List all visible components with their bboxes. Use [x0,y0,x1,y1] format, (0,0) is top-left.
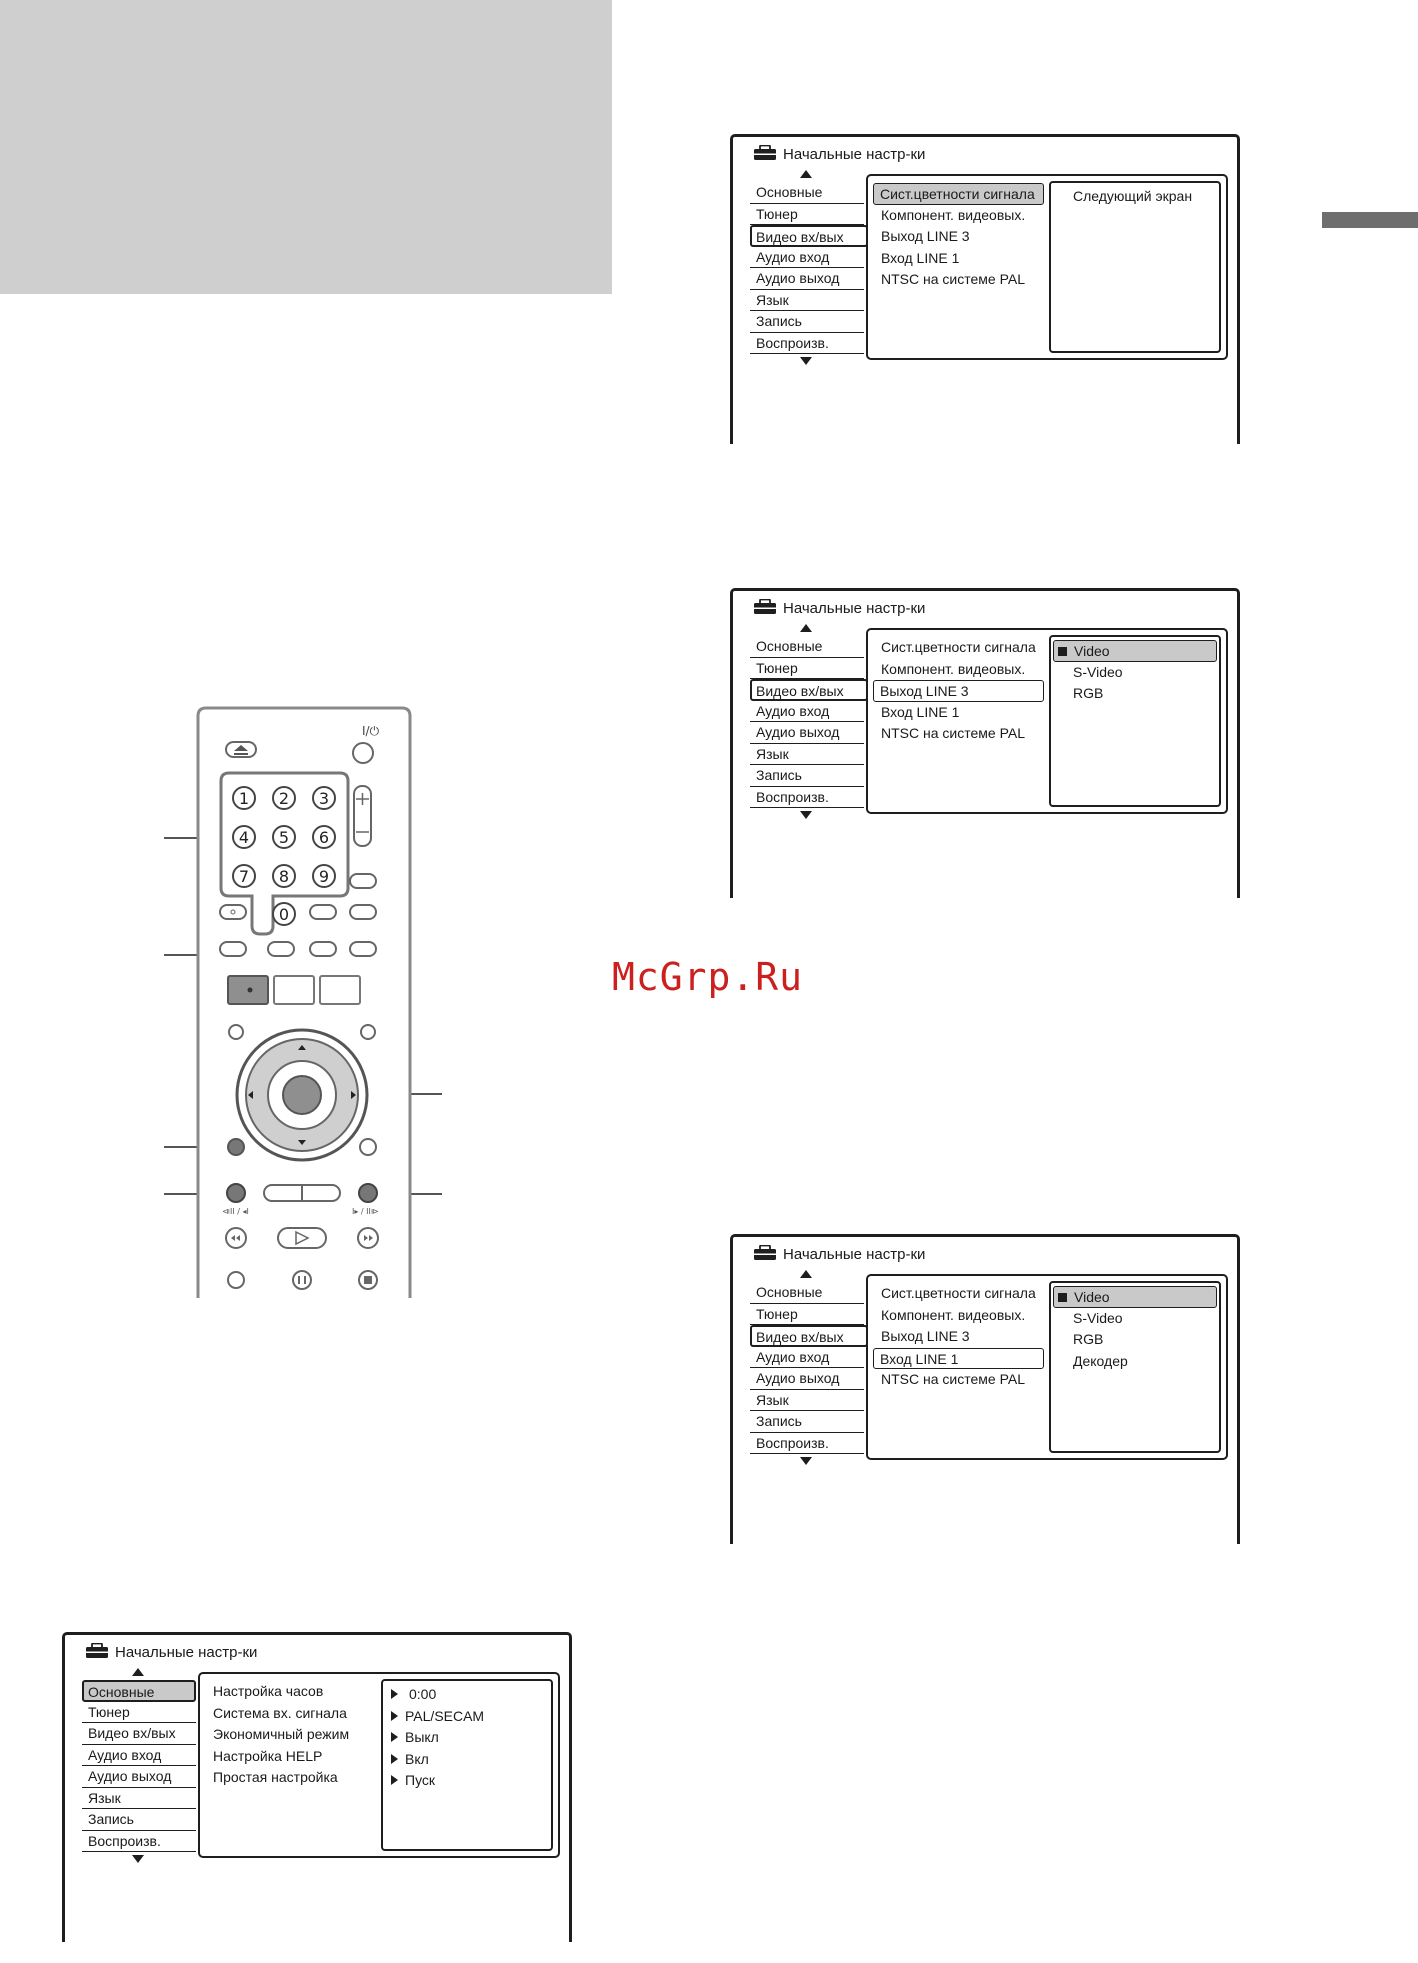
digit-4-button[interactable] [233,826,255,848]
menu-item-audio-in[interactable]: Аудио вход [750,701,864,723]
digit-4-label: 4 [238,828,250,847]
record-button[interactable] [228,1272,244,1288]
power-label: I/⏻ [362,724,380,738]
digit-8-label: 8 [278,867,290,886]
options-panel [198,1672,560,1858]
digit-2-label: 2 [278,789,290,808]
digit-5-button[interactable] [273,826,295,848]
digit-0-button[interactable] [273,903,295,925]
value-video[interactable]: Video [1053,1286,1217,1308]
menu-item-audio-in[interactable]: Аудио вход [82,1745,196,1767]
pause-button[interactable] [293,1271,311,1289]
options-panel [866,174,1228,360]
screen-title: Начальные настр-ки [753,1245,925,1263]
setup-menu [82,1680,196,1852]
option-color-system[interactable]: Сист.цветности сигнала [881,1285,1036,1301]
menu-item-basic[interactable]: Основные [750,1282,864,1304]
value-eco-mode[interactable]: Выкл [385,1727,549,1749]
value-clock[interactable]: 0:00 [385,1684,549,1706]
scroll-down-icon[interactable] [800,357,812,365]
options-list [873,637,1044,745]
options-list [873,183,1044,291]
digit-7-button[interactable] [233,865,255,887]
power-button[interactable] [353,743,373,763]
menu-item-audio-out[interactable]: Аудио выход [750,1368,864,1390]
skip-back-label: ⧏II / ◂I [222,1207,249,1216]
menu-item-video-io[interactable]: Видео вх/вых [82,1723,196,1745]
digit-8-button[interactable] [273,865,295,887]
toolbox-icon [753,145,777,161]
value-help[interactable]: Вкл [385,1749,549,1771]
setup-screen-1 [730,134,1240,444]
skip-back-button[interactable] [227,1184,245,1202]
skip-forward-button[interactable] [359,1184,377,1202]
toolbox-icon [753,1245,777,1261]
rect-button[interactable] [274,976,314,1004]
arrow-right-icon [391,1732,398,1742]
menu-item-record[interactable]: Запись [750,311,864,333]
menu-item-playback[interactable]: Воспроизв. [750,1433,864,1455]
toolbox-icon [85,1643,109,1659]
menu-item-basic[interactable]: Основные [750,182,864,204]
value-rgb[interactable]: RGB [1073,685,1104,701]
values-list [385,1684,549,1792]
option-line3-out[interactable]: Выход LINE 3 [873,680,1044,702]
small-button[interactable] [268,942,294,956]
value-easy-setup[interactable]: Пуск [385,1770,549,1792]
options-panel [866,1274,1228,1460]
menu-item-audio-in[interactable]: Аудио вход [750,247,864,269]
scroll-down-icon[interactable] [800,811,812,819]
option-input-system[interactable]: Система вх. сигнала [213,1704,347,1721]
small-button[interactable] [220,942,246,956]
option-easy-setup[interactable]: Простая настройка [213,1769,338,1785]
menu-item-video-io[interactable]: Видео вх/вых [750,679,868,701]
option-component-out[interactable]: Компонент. видеовых. [881,206,1026,223]
setup-screen-2 [730,588,1240,898]
option-component-out[interactable]: Компонент. видеовых. [881,660,1026,677]
menu-item-video-io[interactable]: Видео вх/вых [750,225,868,247]
menu-item-tuner[interactable]: Тюнер [82,1702,196,1724]
return-button[interactable] [228,1139,244,1155]
menu-item-basic[interactable]: Основные [82,1680,196,1702]
screen-title: Начальные настр-ки [753,599,925,617]
value-next-screen[interactable]: Следующий экран [1073,188,1193,204]
setup-menu [750,1282,864,1454]
scroll-up-icon[interactable] [800,170,812,178]
option-color-system[interactable]: Сист.цветности сигнала [873,183,1044,205]
menu-item-record[interactable]: Запись [750,765,864,787]
option-component-out[interactable]: Компонент. видеовых. [881,1306,1026,1323]
menu-item-language[interactable]: Язык [750,744,864,766]
scroll-up-icon[interactable] [800,1270,812,1278]
rect-button[interactable] [320,976,360,1004]
play-button[interactable] [278,1228,326,1248]
menu-item-audio-out[interactable]: Аудио выход [82,1766,196,1788]
menu-item-tuner[interactable]: Тюнер [750,658,864,680]
values-panel [1049,635,1221,807]
menu-item-tuner[interactable]: Тюнер [750,1304,864,1326]
remote-control [196,706,412,1298]
value-decoder[interactable]: Декодер [1073,1352,1128,1369]
small-button[interactable] [350,905,376,919]
option-color-system[interactable]: Сист.цветности сигнала [881,639,1036,655]
menu-item-playback[interactable]: Воспроизв. [750,333,864,355]
option-ntsc-on-pal[interactable]: NTSC на системе PAL [881,725,1025,741]
digit-5-label: 5 [278,828,290,847]
small-circle-button[interactable] [360,1139,376,1155]
callout-dot [248,988,253,993]
menu-item-tuner[interactable]: Тюнер [750,204,864,226]
screen-title: Начальные настр-ки [753,145,925,163]
menu-item-record[interactable]: Запись [82,1809,196,1831]
header-gray-block [0,0,612,294]
digit-6-button[interactable] [313,826,335,848]
digit-3-button[interactable] [313,787,335,809]
values-list [1053,640,1217,705]
section-tab-marker [1322,212,1418,228]
values-panel [381,1679,553,1851]
option-line1-in[interactable]: Вход LINE 1 [881,703,960,720]
option-ntsc-on-pal[interactable]: NTSC на системе PAL [881,271,1025,287]
options-panel [866,628,1228,814]
menu-item-language[interactable]: Язык [750,290,864,312]
small-circle-button[interactable] [361,1025,375,1039]
small-button[interactable] [310,905,336,919]
remote-body-svg [196,706,412,1298]
digit-3-label: 3 [318,789,330,808]
small-button[interactable] [350,874,376,888]
option-clock-setting[interactable]: Настройка часов [213,1683,324,1699]
selected-square-icon [1058,647,1067,656]
digit-2-button[interactable] [273,787,295,809]
menu-item-record[interactable]: Запись [750,1411,864,1433]
values-list [1053,1286,1217,1372]
setup-menu [750,182,864,354]
menu-item-basic[interactable]: Основные [750,636,864,658]
setup-screen-3 [730,1234,1240,1544]
digit-9-label: 9 [318,867,330,886]
menu-item-video-io[interactable]: Видео вх/вых [750,1325,868,1347]
menu-item-playback[interactable]: Воспроизв. [82,1831,196,1853]
value-video[interactable]: Video [1053,640,1217,662]
small-circle-button[interactable] [229,1025,243,1039]
option-line1-in[interactable]: Вход LINE 1 [873,1348,1044,1370]
option-eco-mode[interactable]: Экономичный режим [213,1726,350,1742]
arrow-right-icon [391,1775,398,1785]
value-rgb[interactable]: RGB [1073,1331,1104,1347]
arrow-right-icon [391,1689,398,1699]
menu-item-audio-out[interactable]: Аудио выход [750,268,864,290]
option-help-setting[interactable]: Настройка HELP [213,1747,323,1764]
options-list [205,1681,349,1789]
screen-title: Начальные настр-ки [85,1643,257,1661]
toolbox-icon [753,599,777,615]
menu-item-language[interactable]: Язык [750,1390,864,1412]
menu-item-audio-in[interactable]: Аудио вход [750,1347,864,1369]
menu-item-audio-out[interactable]: Аудио выход [750,722,864,744]
option-ntsc-on-pal[interactable]: NTSC на системе PAL [881,1371,1025,1387]
values-panel [1049,181,1221,353]
values-list [1053,186,1217,208]
scroll-down-icon[interactable] [800,1457,812,1465]
options-list [873,1283,1044,1391]
skip-forward-label: I▸ / II⧐ [352,1207,379,1216]
option-line1-in[interactable]: Вход LINE 1 [881,249,960,266]
value-input-system[interactable]: PAL/SECAM [385,1706,549,1728]
value-s-video[interactable]: S-Video [1073,1309,1123,1326]
selected-square-icon [1058,1293,1067,1302]
enter-button[interactable] [283,1076,321,1114]
values-panel [1049,1281,1221,1453]
arrow-right-icon [391,1711,398,1721]
watermark: McGrp.Ru [612,955,804,999]
scroll-up-icon[interactable] [800,624,812,632]
menu-item-language[interactable]: Язык [82,1788,196,1810]
arrow-right-icon [391,1754,398,1764]
value-s-video[interactable]: S-Video [1073,663,1123,680]
eject-button[interactable] [226,742,256,757]
setup-screen-basic [62,1632,572,1942]
small-button[interactable] [220,905,246,919]
small-button[interactable] [350,942,376,956]
digit-1-label: 1 [238,789,250,808]
scroll-up-icon[interactable] [132,1668,144,1676]
digit-9-button[interactable] [313,865,335,887]
option-line3-out[interactable]: Выход LINE 3 [881,228,970,244]
volume-rocker[interactable] [354,786,371,846]
digit-0-label: 0 [278,905,290,924]
digit-7-label: 7 [238,867,250,886]
option-line3-out[interactable]: Выход LINE 3 [881,1328,970,1344]
menu-item-playback[interactable]: Воспроизв. [750,787,864,809]
stop-icon [364,1276,372,1284]
scroll-down-icon[interactable] [132,1855,144,1863]
setup-menu [750,636,864,808]
digit-1-button[interactable] [233,787,255,809]
digit-6-label: 6 [318,828,330,847]
small-button[interactable] [310,942,336,956]
